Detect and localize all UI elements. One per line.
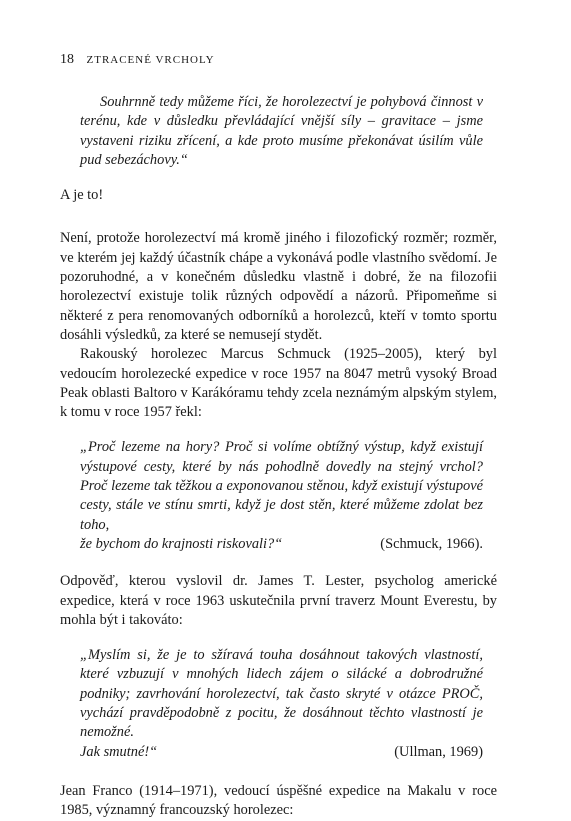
paragraph-schmuck-intro: Rakouský horolezec Marcus Schmuck (1925–2005), který byl vedoucím horolezecké expedice v roce 1957 na 8047 metrů vysoký Broad Peak oblasti Baltoro v Karákóramu tehdy zcela neznámým alpským stylem, k tomu v roce 1957 řekl: [60, 346, 497, 421]
paragraph-philosophy: Není, protože horolezectví má kromě jiného i filozofický rozměr; rozměr, ve kterém jej každý účastník chápe a vykonává podle vlastního svědomí. Je pozoruhodné, a v konečném důsledku vlastně i dobré, že na filozofii horolezectví existuje tolik různých odpovědí a názorů. Připomeňme si některé z pera renomovaných odborníků a horolezců, kteří v tomto sportu dosáhli výsledků, za které se nemusejí stydět. [60, 230, 497, 343]
page-number: 18 [60, 52, 74, 67]
quote-schmuck-last-line [80, 535, 483, 554]
block-quote-summary [80, 93, 483, 170]
citation-ullman: (Ullman, 1969) [394, 743, 483, 760]
page-header [60, 51, 215, 69]
paragraph-lester-intro: Odpověď, kterou vyslovil dr. James T. Lester, psycholog americké expedice, která v roce 1963 uskutečnila první traverz Mount Everestu, by mohla být i takováto: [60, 573, 497, 628]
quote-lester-last-line [80, 743, 483, 762]
citation-schmuck: (Schmuck, 1966). [380, 535, 483, 552]
quote-summary-text: Souhrnně tedy můžeme říci, že horolezectví je pohybová činnost v terénu, kde v důsledku převládající vnější síly – gravitace – jsme vystaveni riziku zřícení, a kde proto musíme překonávat úsilím vůle pud sebezáchovy.“ [80, 94, 483, 168]
paragraph-franco-intro: Jean Franco (1914–1971), vedoucí úspěšné expedice na Makalu v roce 1985, významný francouzský horolezec: [60, 782, 497, 819]
short-line: A je to! [60, 187, 104, 204]
quote-schmuck-text: „Proč lezeme na hory? Proč si volíme obtížný výstup, když existují výstupové cesty, které by nás pohodlně dovedly na stejný vrchol? Proč lezeme tak těžkou a exponovanou stěnou, když existují výstupové cesty, stále ve stínu smrti, když je dost stěn, které můžeme zdolat bez toho, [80, 439, 483, 533]
block-quote-lester [80, 646, 483, 762]
quote-lester-text: „Myslím si, že je to sžíravá touha dosáhnout takových vlastností, které vzbuzují v mnohých lidech zájem o silácké a dobrodružné podniky; zavrhování horolezectví, tak často skryté v otázce PROČ, vychází pravděpodobně z pocitu, že dosáhnout těchto vlastností je nemožné. [80, 647, 483, 741]
quote-lester-ending: Jak smutné!“ [80, 743, 158, 760]
page-body [60, 81, 497, 821]
block-quote-schmuck [80, 438, 483, 554]
running-head: ZTRACENÉ VRCHOLY [86, 54, 215, 66]
quote-schmuck-ending: že bychom do krajnosti riskovali?“ [80, 535, 283, 552]
